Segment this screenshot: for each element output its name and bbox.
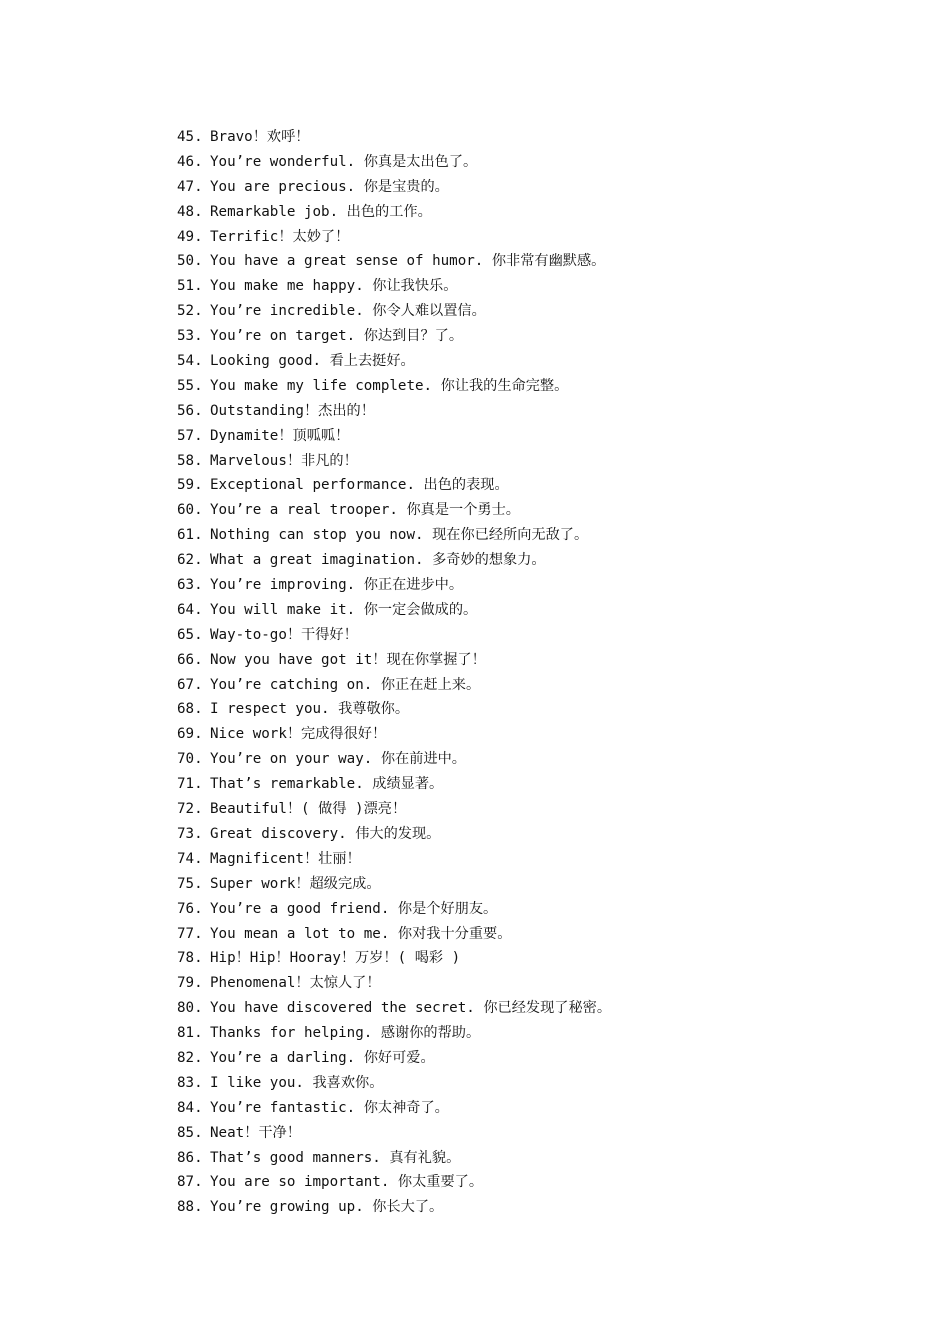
item-number: 52. (177, 303, 203, 320)
list-item (177, 1021, 611, 1046)
item-text: That’s good manners. 真有礼貌。 (210, 1149, 461, 1166)
item-number: 83. (177, 1074, 203, 1091)
item-number: 45. (177, 129, 203, 145)
item-text: Way-to-go！干得好！ (210, 626, 358, 643)
item-text: You’re on your way. 你在前进中。 (210, 751, 466, 768)
list-item (177, 772, 611, 797)
item-number: 79. (177, 975, 203, 992)
item-text: Marvelous！非凡的！ (210, 452, 358, 469)
list-item (177, 374, 611, 399)
item-text: Beautiful！( 做得 )漂亮！ (210, 801, 407, 818)
list-item (177, 274, 611, 299)
list-item (177, 1071, 611, 1096)
item-number: 56. (177, 402, 203, 419)
item-text: You will make it. 你一定会做成的。 (210, 601, 478, 618)
item-text: Now you have got it！现在你掌握了！ (210, 651, 486, 668)
item-text: Neat！干净！ (210, 1124, 301, 1141)
item-text: I like you. 我喜欢你。 (210, 1074, 384, 1091)
list-item (177, 548, 611, 573)
item-text: You have a great sense of humor. 你非常有幽默感。 (210, 253, 606, 270)
item-number: 84. (177, 1099, 203, 1116)
item-text: Terrific！太妙了！ (210, 228, 350, 245)
item-number: 61. (177, 527, 203, 544)
item-text: Nothing can stop you now. 现在你已经所向无敌了。 (210, 527, 589, 544)
item-number: 60. (177, 502, 203, 519)
item-text: That’s remarkable. 成绩显著。 (210, 776, 444, 793)
item-number: 86. (177, 1149, 203, 1166)
item-number: 64. (177, 601, 203, 618)
list-item (177, 573, 611, 598)
list-item (177, 946, 611, 971)
item-text: You’re catching on. 你正在赶上来。 (210, 676, 481, 693)
list-item (177, 822, 611, 847)
item-number: 58. (177, 452, 203, 469)
item-number: 65. (177, 626, 203, 643)
list-item (177, 872, 611, 897)
item-number: 49. (177, 228, 203, 245)
item-number: 53. (177, 328, 203, 345)
item-number: 47. (177, 178, 203, 195)
item-number: 46. (177, 153, 203, 170)
item-text: You’re a real trooper. 你真是一个勇士。 (210, 502, 520, 519)
list-item (177, 1195, 611, 1220)
item-text: You’re growing up. 你长大了。 (210, 1199, 444, 1216)
item-number: 74. (177, 850, 203, 867)
list-item (177, 697, 611, 722)
list-item (177, 1170, 611, 1195)
list-item (177, 473, 611, 498)
item-number: 51. (177, 278, 203, 295)
item-number: 77. (177, 925, 203, 942)
item-number: 48. (177, 203, 203, 220)
item-text: You mean a lot to me. 你对我十分重要。 (210, 925, 512, 942)
item-number: 67. (177, 676, 203, 693)
item-text: Hip！Hip！Hooray！万岁！( 喝彩 ) (210, 950, 461, 967)
list-item (177, 523, 611, 548)
list-item (177, 249, 611, 274)
item-text: You’re a darling. 你好可爱。 (210, 1049, 435, 1066)
item-number: 62. (177, 552, 203, 569)
item-number: 80. (177, 1000, 203, 1017)
item-text: You’re fantastic. 你太神奇了。 (210, 1099, 449, 1116)
list-item (177, 996, 611, 1021)
item-text: Super work！超级完成。 (210, 875, 381, 892)
list-item (177, 847, 611, 872)
list-item (177, 424, 611, 449)
item-text: Outstanding！杰出的！ (210, 402, 375, 419)
item-text: You’re improving. 你正在进步中。 (210, 577, 464, 594)
item-text: What a great imagination. 多奇妙的想象力。 (210, 552, 546, 569)
list-item (177, 324, 611, 349)
list-item (177, 175, 611, 200)
item-text: You make me happy. 你让我快乐。 (210, 278, 458, 295)
item-text: You’re wonderful. 你真是太出色了。 (210, 153, 478, 170)
item-number: 54. (177, 353, 203, 370)
item-text: You’re on target. 你达到目？了。 (210, 328, 464, 345)
list-item (177, 747, 611, 772)
item-text: Exceptional performance. 出色的表现。 (210, 477, 509, 494)
item-text: You are so important. 你太重要了。 (210, 1174, 484, 1191)
item-text: Looking good. 看上去挺好。 (210, 353, 415, 370)
item-number: 70. (177, 751, 203, 768)
item-number: 88. (177, 1199, 203, 1216)
item-text: Bravo！欢呼！ (210, 129, 310, 145)
list-item (177, 498, 611, 523)
item-number: 82. (177, 1049, 203, 1066)
item-text: You make my life complete. 你让我的生命完整。 (210, 377, 569, 394)
item-text: You’re a good friend. 你是个好朋友。 (210, 900, 498, 917)
item-text: Remarkable job. 出色的工作。 (210, 203, 432, 220)
list-item (177, 449, 611, 474)
item-number: 72. (177, 801, 203, 818)
item-number: 85. (177, 1124, 203, 1141)
list-item (177, 971, 611, 996)
item-text: Great discovery. 伟大的发现。 (210, 825, 441, 842)
list-item (177, 349, 611, 374)
list-item (177, 200, 611, 225)
list-item (177, 150, 611, 175)
list-item (177, 399, 611, 424)
item-text: Thanks for helping. 感谢你的帮助。 (210, 1025, 481, 1042)
list-item (177, 1046, 611, 1071)
list-item (177, 125, 611, 150)
list-item (177, 797, 611, 822)
item-number: 78. (177, 950, 203, 967)
list-item (177, 225, 611, 250)
item-text: Phenomenal！太惊人了！ (210, 975, 381, 992)
item-number: 63. (177, 577, 203, 594)
item-number: 71. (177, 776, 203, 793)
list-item (177, 1146, 611, 1171)
item-text: Magnificent！壮丽！ (210, 850, 361, 867)
list-item (177, 897, 611, 922)
item-text: Dynamite！顶呱呱！ (210, 427, 350, 444)
item-number: 50. (177, 253, 203, 270)
item-text: Nice work！完成得很好！ (210, 726, 387, 743)
item-number: 73. (177, 825, 203, 842)
item-number: 68. (177, 701, 203, 718)
item-number: 75. (177, 875, 203, 892)
item-text: You are precious. 你是宝贵的。 (210, 178, 449, 195)
list-item (177, 722, 611, 747)
item-text: You’re incredible. 你令人难以置信。 (210, 303, 486, 320)
list-item (177, 922, 611, 947)
list-item (177, 598, 611, 623)
list-item (177, 299, 611, 324)
list-item (177, 1121, 611, 1146)
item-number: 66. (177, 651, 203, 668)
item-number: 55. (177, 377, 203, 394)
phrase-list (177, 125, 611, 1220)
item-number: 87. (177, 1174, 203, 1191)
list-item (177, 623, 611, 648)
item-number: 59. (177, 477, 203, 494)
list-item (177, 648, 611, 673)
list-item (177, 673, 611, 698)
item-text: I respect you. 我尊敬你。 (210, 701, 410, 718)
item-number: 69. (177, 726, 203, 743)
item-text: You have discovered the secret. 你已经发现了秘密。 (210, 1000, 612, 1017)
item-number: 76. (177, 900, 203, 917)
item-number: 57. (177, 427, 203, 444)
list-item (177, 1096, 611, 1121)
item-number: 81. (177, 1025, 203, 1042)
